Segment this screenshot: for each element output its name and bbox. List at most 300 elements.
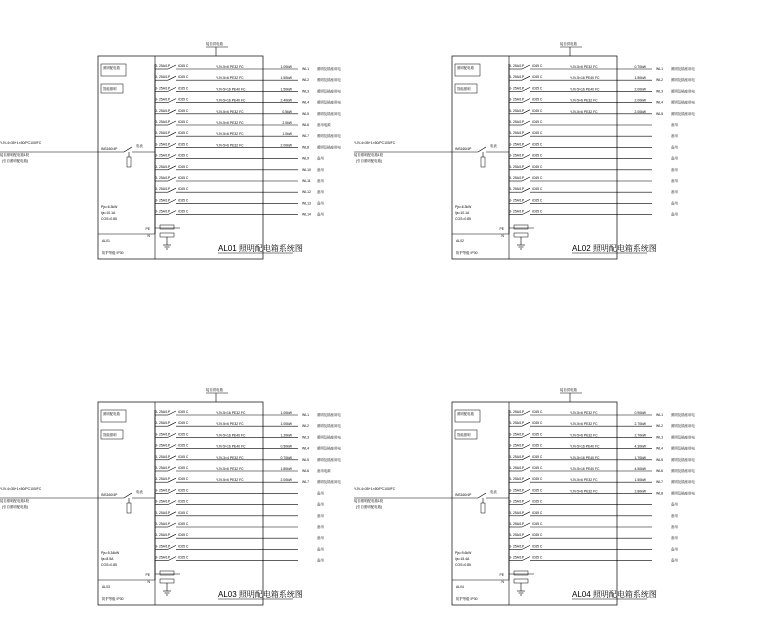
circuit-id: WL4 <box>656 100 663 105</box>
pe-label: PE <box>499 227 504 231</box>
n-label: N <box>501 234 504 238</box>
top-feeder-label: 接自供电箱 <box>206 388 223 392</box>
branch-breaker-label: 3- 25A/1P <box>155 443 171 448</box>
circuit-id: WL6 <box>302 469 309 473</box>
rcd-label: iC65 C <box>178 97 189 102</box>
circuit-use: 备用 <box>317 201 324 206</box>
rcd-label: iC65 C <box>532 75 543 80</box>
rcd-label: iC65 C <box>178 187 189 192</box>
branch-breaker-label: 3- 25A/1P <box>155 97 171 102</box>
circuit-cable: YJV-5×6 PE32 FC <box>216 121 244 125</box>
rcd-label: iC65 C <box>532 432 543 437</box>
circuit-power: 2.70kW <box>634 422 646 427</box>
circuit-id: WL1 <box>302 67 309 71</box>
circuit-cable: YJV-5×6 PE32 FC <box>570 98 598 103</box>
circuit-use: 照明及插座用电 <box>671 435 695 440</box>
circuit-power: 2.80kW <box>634 489 646 494</box>
circuit-use: 照明及插座用电 <box>671 480 695 485</box>
circuit-id: WL8 <box>656 491 663 496</box>
circuit-use: 备用 <box>317 547 324 552</box>
top-feeder-label: 接自供电箱 <box>206 42 223 46</box>
circuit-cable: YJV-5×6 PE32 FC <box>570 489 598 494</box>
rcd-label: iC65 C <box>532 488 543 493</box>
panel-al03 <box>0 387 341 605</box>
branch-breaker-label: 3- 25A/1P <box>509 410 525 414</box>
rcd-label: iC65 C <box>532 64 543 68</box>
panel-al01 <box>0 41 341 259</box>
circuit-power: 2.70kW <box>634 433 646 438</box>
branch-breaker-label: 3- 25A/1P <box>509 533 525 538</box>
branch-breaker-label: 3- 25A/1P <box>155 64 171 68</box>
circuit-id: WL6 <box>302 123 309 127</box>
main-breaker-label: INS160/4P <box>101 147 118 151</box>
load-info-line: COS=0.85 <box>455 563 471 567</box>
rcd-label: iC65 C <box>178 198 189 203</box>
rcd-label: iC65 C <box>178 522 189 526</box>
n-label: N <box>147 580 150 584</box>
circuit-cable: YJV-3×4 PE32 FC <box>216 455 244 460</box>
branch-breaker-label: 3- 25A/1P <box>509 510 525 515</box>
circuit-power: 0.50kW <box>280 444 292 449</box>
circuit-use: 备用 <box>317 167 324 172</box>
circuit-cable: YJV-5×6 PE32 FC <box>216 109 244 114</box>
circuit-power: 1.70kW <box>634 455 646 460</box>
circuit-use: 备用 <box>671 536 678 541</box>
rcd-label: iC65 C <box>532 131 543 136</box>
rcd-label: iC65 C <box>178 499 189 504</box>
branch-breaker-label: 3- 25A/1P <box>155 510 171 515</box>
circuit-cable: YJV-5×6 PE32 FC <box>570 433 598 438</box>
circuit-power: 0.5kW <box>282 109 292 114</box>
rcd-label: iC65 C <box>532 187 543 192</box>
incoming-cable-label: YJV-4×35+1×50/PC100/FC <box>354 487 396 491</box>
meter-symbol <box>481 157 485 167</box>
circuit-id: WL2 <box>656 424 663 429</box>
circuit-use: 备用 <box>671 145 678 150</box>
circuit-cable: YJV-5×16 PE40 FC <box>570 444 600 449</box>
circuit-cable: YJV-5×6 PE32 FC <box>216 467 244 471</box>
rcd-label: iC65 C <box>178 153 189 158</box>
circuit-use: 备用 <box>317 179 324 183</box>
circuit-use: 备用 <box>671 547 678 552</box>
rcd-label: iC65 C <box>532 410 543 414</box>
panel-title: AL02 照明配电箱系统图 <box>572 244 657 253</box>
circuit-use: 照明及插座用电 <box>317 134 341 139</box>
pe-bar <box>160 225 174 229</box>
branch-breaker-label: 3- 25A/1P <box>509 164 525 169</box>
circuit-cable: YJV-5×6 PE32 FC <box>216 422 244 427</box>
circuit-use: 备用 <box>671 134 678 139</box>
circuit-id: WL4 <box>656 446 663 451</box>
rcd-label: iC65 C <box>178 75 189 80</box>
circuit-id: WL11 <box>302 179 311 183</box>
circuit-use: 备用 <box>317 156 324 161</box>
rcd-label: iC65 C <box>532 209 543 214</box>
meter-symbol <box>481 503 485 513</box>
circuit-use: 照明及插座用电 <box>317 413 341 417</box>
branch-breaker-label: 3- 25A/1P <box>155 522 171 526</box>
circuit-id: WL4 <box>302 446 309 451</box>
branch-breaker-label: 3- 25A/1P <box>155 454 171 459</box>
branch-breaker-label: 3- 25A/1P <box>155 410 171 414</box>
bottom-box-note: 防护等级 IP30 <box>102 251 124 255</box>
circuit-use: 照明及插座用电 <box>317 89 341 94</box>
circuit-use: 照明及插座用电 <box>317 111 341 116</box>
circuit-power: 1.0kW <box>282 132 292 137</box>
circuit-id: WL6 <box>656 469 663 473</box>
circuit-id: WL12 <box>302 190 311 195</box>
branch-breaker-label: 3- 25A/1P <box>509 432 525 437</box>
rcd-label: iC65 C <box>532 533 543 538</box>
branch-breaker-label: 3- 25A/1P <box>509 187 525 192</box>
circuit-cable: YJV-5×6 PE32 FC <box>570 411 598 415</box>
circuit-cable: YJV-5×6 PE32 FC <box>216 143 244 148</box>
circuit-id: WL7 <box>302 480 309 485</box>
circuit-use: 照明及插座用电 <box>671 89 695 94</box>
circuit-use: 备用电源 <box>317 123 331 127</box>
branch-breaker-label: 3- 25A/1P <box>509 64 525 68</box>
circuit-id: WL9 <box>302 156 309 161</box>
circuit-id: WL2 <box>656 78 663 83</box>
branch-breaker-label: 3- 25A/1P <box>509 209 525 214</box>
main-breaker-contact <box>124 147 132 152</box>
rcd-label: iC65 C <box>178 544 189 549</box>
main-breaker-label: INS160/4P <box>455 493 472 497</box>
branch-breaker-label: 3- 25A/1P <box>509 176 525 180</box>
circuit-use: 照明及插座用电 <box>317 67 341 71</box>
rcd-label: iC65 C <box>178 164 189 169</box>
pe-label: PE <box>145 227 150 231</box>
circuit-use: 备用 <box>671 156 678 161</box>
circuit-use: 备用 <box>671 190 678 195</box>
bottom-box-id: AL02 <box>456 239 464 243</box>
rcd-label: iC65 C <box>178 86 189 91</box>
box-label-smart: 智能照明 <box>457 87 471 91</box>
circuit-cable: YJV-5×6 PE32 FC <box>570 422 598 427</box>
incoming-note-1: 接自照明配电箱1段 <box>354 499 384 503</box>
circuit-id: WL1 <box>302 413 309 417</box>
circuit-use: 照明及插座用电 <box>317 424 341 429</box>
branch-breaker-label: 3- 25A/1P <box>509 153 525 158</box>
circuit-id: WL2 <box>302 424 309 429</box>
box-label-main: 照明配电箱 <box>103 412 120 416</box>
load-info-line: Ijs=10.1A <box>101 211 116 215</box>
load-info-line: Pjs=6.3kW <box>455 205 472 209</box>
circuit-use: 照明及插座用电 <box>671 457 695 462</box>
load-info-line: Ijs=10.1A <box>455 211 470 215</box>
branch-breaker-label: 3- 25A/1P <box>155 131 171 136</box>
circuit-power: 1.50kW <box>634 76 646 81</box>
branch-breaker-label: 3- 25A/1P <box>509 477 525 482</box>
branch-breaker-label: 3- 25A/1P <box>155 488 171 493</box>
circuit-use: 备用电源 <box>317 469 331 473</box>
bottom-box-note: 防护等级 IP30 <box>456 251 478 255</box>
circuit-id: WL3 <box>302 435 309 440</box>
circuit-use: 照明及插座用电 <box>317 480 341 485</box>
load-info-line: Pjs=5.34kW <box>101 551 120 555</box>
bottom-box-note: 防护等级 IP30 <box>102 597 124 601</box>
circuit-id: WL3 <box>302 89 309 94</box>
box-label-smart: 智能照明 <box>103 433 117 437</box>
rcd-label: iC65 C <box>178 488 189 493</box>
rcd-label: iC65 C <box>178 454 189 459</box>
circuit-cable: YJV-5×6 PE32 FC <box>216 76 244 81</box>
rcd-label: iC65 C <box>532 142 543 147</box>
branch-breaker-label: 3- 25A/1P <box>509 142 525 147</box>
circuit-cable: YJV-5×16 PE40 FC <box>216 87 246 92</box>
circuit-cable: YJV-5×16 PE32 FC <box>216 411 246 415</box>
box-label-smart: 智能照明 <box>457 433 471 437</box>
circuit-use: 备用 <box>317 513 324 518</box>
branch-breaker-label: 3- 25A/1P <box>155 555 171 560</box>
bottom-box-id: AL01 <box>102 239 110 243</box>
rcd-label: iC65 C <box>532 499 543 504</box>
branch-breaker-label: 3- 25A/1P <box>155 120 171 124</box>
box-label-main: 照明配电箱 <box>457 66 474 70</box>
circuit-id: WL1 <box>656 67 663 71</box>
main-breaker-contact <box>478 493 486 498</box>
circuit-use: 照明及插座用电 <box>317 435 341 440</box>
rcd-label: iC65 C <box>532 555 543 560</box>
rcd-label: iC65 C <box>532 477 543 482</box>
rcd-label: iC65 C <box>178 176 189 180</box>
circuit-use: 备用 <box>317 190 324 195</box>
main-breaker-contact <box>478 147 486 152</box>
meter-symbol <box>127 503 131 513</box>
load-info-line: Ijs=15.4A <box>455 557 470 561</box>
rcd-label: iC65 C <box>178 108 189 113</box>
circuit-cable: YJV-5×6 PE32 FC <box>570 65 598 69</box>
circuit-id: WL8 <box>302 145 309 150</box>
circuit-id: WL2 <box>302 78 309 83</box>
circuit-power: 2.00kW <box>634 87 646 92</box>
rcd-label: iC65 C <box>178 443 189 448</box>
circuit-cable: YJV-5×16 PE40 FC <box>216 98 246 103</box>
circuit-use: 备用 <box>671 201 678 206</box>
circuit-use: 备用 <box>317 525 324 529</box>
panel-title: AL01 照明配电箱系统图 <box>218 244 303 253</box>
circuit-use: 照明及插座用电 <box>317 78 341 83</box>
circuit-power: 1.00kW <box>280 422 292 427</box>
circuit-id: WL3 <box>656 435 663 440</box>
top-feeder-label: 接自供电箱 <box>560 388 577 392</box>
branch-breaker-label: 3- 25A/1P <box>155 499 171 504</box>
branch-breaker-label: 3- 25A/1P <box>509 443 525 448</box>
meter-label: 电表 <box>136 490 143 494</box>
branch-breaker-label: 3- 25A/1P <box>155 164 171 169</box>
circuit-use: 备用 <box>317 491 324 496</box>
box-label-smart: 智能照明 <box>103 87 117 91</box>
circuit-power: 0.90kW <box>634 411 646 415</box>
pe-bar <box>514 225 528 229</box>
incoming-note-1: 接自照明配电箱1段 <box>0 499 30 503</box>
branch-breaker-label: 3- 25A/1P <box>155 176 171 180</box>
circuit-use: 备用 <box>317 536 324 541</box>
incoming-note-1: 接自照明配电箱1段 <box>354 153 384 157</box>
pe-bar <box>160 571 174 575</box>
box-label-main: 照明配电箱 <box>103 66 120 70</box>
circuit-id: WL5 <box>656 457 663 462</box>
circuit-use: 照明及插座用电 <box>671 67 695 71</box>
rcd-label: iC65 C <box>532 466 543 470</box>
circuit-power: 2.0kW <box>282 121 292 125</box>
branch-breaker-label: 3- 25A/1P <box>155 466 171 470</box>
branch-breaker-label: 3- 25A/1P <box>509 198 525 203</box>
circuit-cable: YJV-5×6 PE32 FC <box>570 109 598 114</box>
circuit-cable: YJV-5×16 PE40 FC <box>570 467 600 471</box>
circuit-id: WL13 <box>302 201 311 206</box>
n-bar <box>160 233 174 237</box>
circuit-use: 照明及插座用电 <box>671 78 695 83</box>
circuit-use: 备用 <box>317 212 324 217</box>
branch-breaker-label: 3- 25A/1P <box>155 209 171 214</box>
circuit-power: 4.50kW <box>634 467 646 471</box>
circuit-use: 备用 <box>671 123 678 127</box>
branch-breaker-label: 3- 25A/1P <box>509 120 525 124</box>
circuit-id: WL5 <box>656 111 663 116</box>
branch-breaker-label: 3- 25A/1P <box>509 86 525 91</box>
pe-label: PE <box>499 573 504 577</box>
branch-breaker-label: 3- 25A/1P <box>155 142 171 147</box>
circuit-power: 1.50kW <box>280 76 292 81</box>
branch-breaker-label: 3- 25A/1P <box>155 544 171 549</box>
rcd-label: iC65 C <box>178 555 189 560</box>
rcd-label: iC65 C <box>532 198 543 203</box>
rcd-label: iC65 C <box>532 421 543 426</box>
rcd-label: iC65 C <box>532 86 543 91</box>
circuit-use: 备用 <box>671 558 678 563</box>
branch-breaker-label: 3- 25A/1P <box>155 75 171 80</box>
circuit-use: 备用 <box>671 525 678 529</box>
circuit-power: 1.20kW <box>280 433 292 438</box>
branch-breaker-label: 3- 25A/1P <box>155 477 171 482</box>
circuit-cable: YJV-5×6 PE32 FC <box>216 65 244 69</box>
rcd-label: iC65 C <box>178 131 189 136</box>
circuit-id: WL3 <box>656 89 663 94</box>
circuit-use: 照明及插座用电 <box>671 446 695 451</box>
circuit-power: 1.00kW <box>280 65 292 69</box>
meter-label: 电表 <box>490 490 497 494</box>
circuit-power: 0.70kW <box>280 455 292 460</box>
branch-breaker-label: 3- 25A/1P <box>509 544 525 549</box>
circuit-id: WL5 <box>302 111 309 116</box>
rcd-label: iC65 C <box>532 153 543 158</box>
load-info-line: COS=0.85 <box>455 217 471 221</box>
branch-breaker-label: 3- 25A/1P <box>509 466 525 470</box>
main-breaker-label: INS160/4P <box>101 493 118 497</box>
meter-symbol <box>127 157 131 167</box>
main-breaker-label: INS160/4P <box>455 147 472 151</box>
rcd-label: iC65 C <box>178 410 189 414</box>
rcd-label: iC65 C <box>178 142 189 147</box>
n-bar <box>514 233 528 237</box>
load-info-line: Pjs=6.3kW <box>101 205 118 209</box>
circuit-use: 照明及插座用电 <box>317 446 341 451</box>
n-label: N <box>147 234 150 238</box>
box-label-main: 照明配电箱 <box>457 412 474 416</box>
branch-breaker-label: 3- 25A/1P <box>509 75 525 80</box>
branch-breaker-label: 3- 25A/1P <box>509 108 525 113</box>
circuit-power: 0.70kW <box>634 65 646 69</box>
circuit-power: 1.00kW <box>280 411 292 415</box>
incoming-note-2: (引自照明配电箱) <box>2 159 28 163</box>
bottom-box-id: AL03 <box>102 585 110 589</box>
incoming-cable-label: YJV-4×35+1×50/PC100/FC <box>354 141 396 145</box>
rcd-label: iC65 C <box>532 176 543 180</box>
rcd-label: iC65 C <box>532 443 543 448</box>
n-bar <box>160 579 174 583</box>
circuit-cable: YJV-5×16 PE40 FC <box>570 87 600 92</box>
incoming-cable-label: YJV-4×35+1×50/PC100/FC <box>0 141 42 145</box>
incoming-note-2: (引自照明配电箱) <box>356 505 382 509</box>
circuit-id: WL4 <box>302 100 309 105</box>
load-info-line: COS=0.85 <box>101 563 117 567</box>
circuit-power: 2.00kW <box>280 143 292 148</box>
load-info-line: Ijs=8.5A <box>101 557 114 561</box>
circuit-use: 照明及插座用电 <box>671 111 695 116</box>
panel-title: AL04 照明配电箱系统图 <box>572 590 657 599</box>
rcd-label: iC65 C <box>178 120 189 124</box>
panel-al04 <box>354 387 695 605</box>
circuit-use: 备用 <box>317 558 324 563</box>
circuit-power: 1.50kW <box>634 478 646 483</box>
rcd-label: iC65 C <box>532 120 543 124</box>
branch-breaker-label: 3- 25A/1P <box>155 108 171 113</box>
rcd-label: iC65 C <box>532 454 543 459</box>
circuit-power: 4.30kW <box>634 444 646 449</box>
circuit-id: WL10 <box>302 167 311 172</box>
branch-breaker-label: 3- 25A/1P <box>509 555 525 560</box>
circuit-use: 照明及插座用电 <box>671 491 695 496</box>
rcd-label: iC65 C <box>178 421 189 426</box>
circuit-cable: YJV-5×16 PE40 FC <box>216 433 246 438</box>
circuit-cable: YJV-5×16 PE40 FC <box>570 76 600 81</box>
circuit-id: WL5 <box>302 457 309 462</box>
branch-breaker-label: 3- 25A/1P <box>509 454 525 459</box>
top-feeder-label: 接自供电箱 <box>560 42 577 46</box>
rcd-label: iC65 C <box>532 97 543 102</box>
branch-breaker-label: 3- 25A/1P <box>509 97 525 102</box>
circuit-use: 照明及插座用电 <box>671 424 695 429</box>
branch-breaker-label: 3- 25A/1P <box>155 86 171 91</box>
circuit-cable: YJV-5×6 PE32 FC <box>216 478 244 483</box>
circuit-cable: YJV-5×6 PE32 FC <box>570 478 598 483</box>
branch-breaker-label: 3- 25A/1P <box>509 522 525 526</box>
circuit-use: 备用 <box>671 513 678 518</box>
circuit-use: 照明及插座用电 <box>317 457 341 462</box>
rcd-label: iC65 C <box>178 209 189 214</box>
branch-breaker-label: 3- 25A/1P <box>509 499 525 504</box>
bottom-box-id: AL04 <box>456 585 464 589</box>
meter-label: 电表 <box>490 144 497 148</box>
circuit-use: 备用 <box>671 167 678 172</box>
circuit-use: 备用 <box>671 179 678 183</box>
incoming-cable-label: YJV-4×35+1×50/PC100/FC <box>0 487 42 491</box>
n-bar <box>514 579 528 583</box>
rcd-label: iC65 C <box>532 522 543 526</box>
circuit-use: 照明及插座用电 <box>671 100 695 105</box>
rcd-label: iC65 C <box>178 432 189 437</box>
rcd-label: iC65 C <box>532 164 543 169</box>
main-breaker-contact <box>124 493 132 498</box>
branch-breaker-label: 3- 25A/1P <box>155 153 171 158</box>
circuit-power: 2.40kW <box>280 98 292 103</box>
incoming-note-2: (引自照明配电箱) <box>2 505 28 509</box>
circuit-cable: YJV-5×16 PE40 FC <box>216 444 246 449</box>
circuit-power: 1.50kW <box>280 87 292 92</box>
circuit-use: 备用 <box>671 502 678 507</box>
branch-breaker-label: 3- 25A/1P <box>509 421 525 426</box>
